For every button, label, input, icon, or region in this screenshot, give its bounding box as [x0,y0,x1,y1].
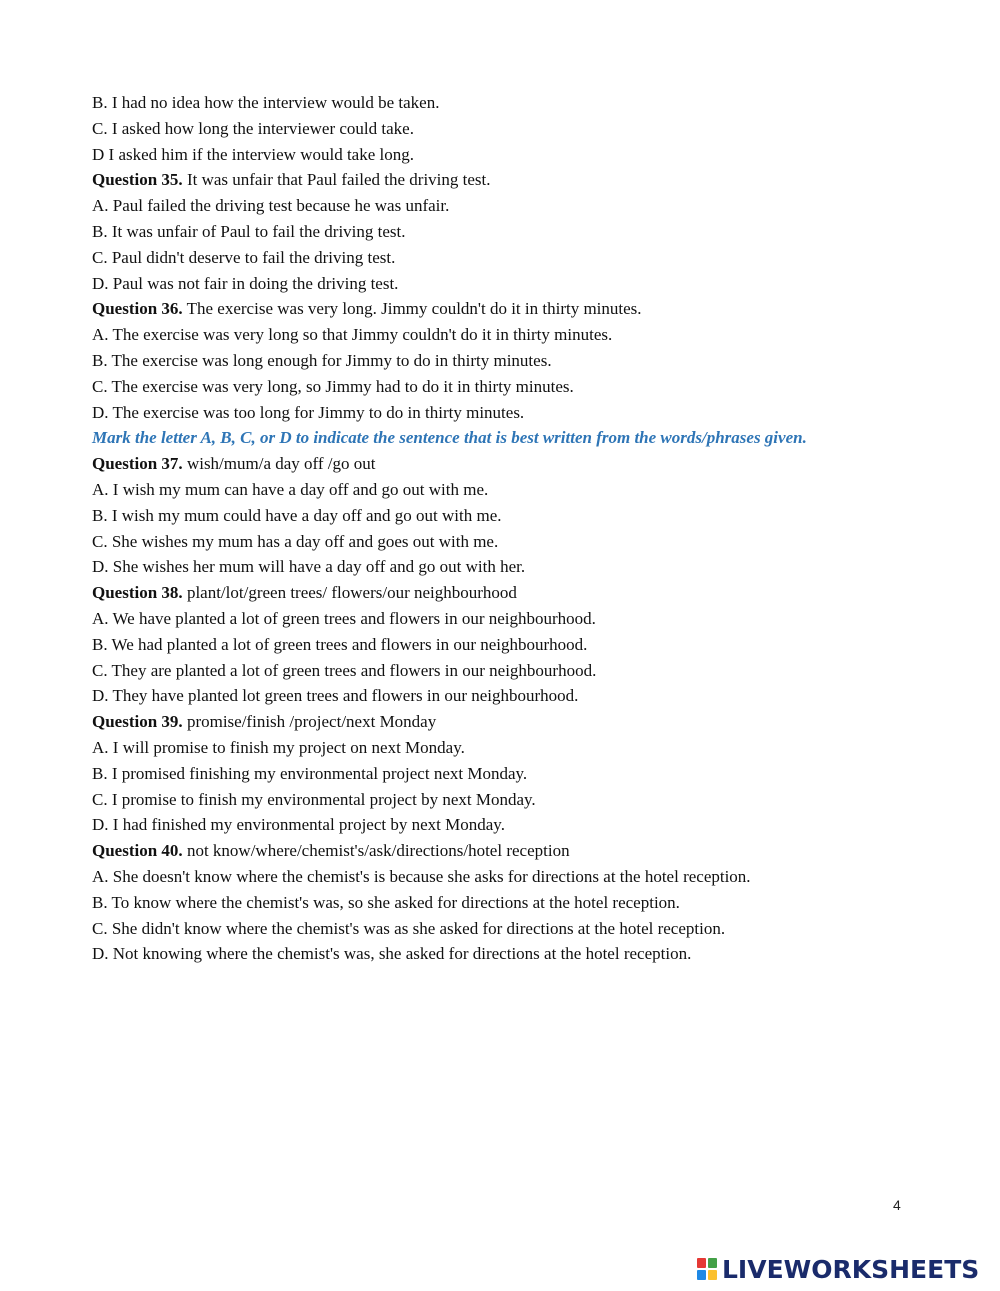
question-label: Question 37. [92,454,183,474]
logo-block-green [708,1258,717,1268]
text-line [92,658,904,684]
text-line [92,941,904,967]
text-line [92,451,904,477]
logo-block-yellow [708,1270,717,1280]
text-line [92,838,904,864]
text-line [92,787,904,813]
text-line [92,348,904,374]
line-text: The exercise was very long. Jimmy couldn't do it in thirty minutes. [182,299,642,319]
text-line [92,322,904,348]
text-line [92,116,904,142]
text-line [92,812,904,838]
logo-block-red [697,1258,706,1268]
text-line [92,554,904,580]
text-line [92,374,904,400]
text-line [92,864,904,890]
liveworksheets-logo[interactable] [697,1252,979,1286]
line-text: A. She doesn't know where the chemist's is because she asks for directions at the hotel reception. [92,866,751,886]
line-text: not know/where/chemist's/ask/directions/hotel reception [182,841,570,861]
line-text: B. It was unfair of Paul to fail the driving test. [92,221,406,241]
text-line [92,735,904,761]
text-line [92,709,904,735]
line-text: C. I asked how long the interviewer could take. [92,118,414,138]
logo-blocks-icon [697,1258,717,1280]
text-line [92,193,904,219]
question-label: Question 40. [92,841,183,861]
text-line [92,632,904,658]
line-text: D. I had finished my environmental project by next Monday. [92,815,505,835]
text-line [92,761,904,787]
line-text: A. The exercise was very long so that Jimmy couldn't do it in thirty minutes. [92,325,613,345]
line-text: B. The exercise was long enough for Jimmy to do in thirty minutes. [92,350,552,370]
text-line [92,916,904,942]
line-text: C. She didn't know where the chemist's was as she asked for directions at the hotel reception. [92,918,726,938]
worksheet-content [92,90,904,967]
text-line [92,245,904,271]
text-line [92,606,904,632]
text-line [92,580,904,606]
text-line [92,296,904,322]
line-text: D. Paul was not fair in doing the driving test. [92,273,399,293]
text-line [92,890,904,916]
question-block-bottom [92,451,904,967]
line-text: D. They have planted lot green trees and flowers in our neighbourhood. [92,686,579,706]
question-label: Question 39. [92,712,183,732]
text-line [92,142,904,168]
line-text: wish/mum/a day off /go out [182,454,376,474]
line-text: D. She wishes her mum will have a day off and go out with her. [92,557,526,577]
line-text: D. Not knowing where the chemist's was, she asked for directions at the hotel reception. [92,944,692,964]
line-text: A. I will promise to finish my project on next Monday. [92,737,465,757]
question-label: Question 35. [92,170,183,190]
text-line [92,167,904,193]
logo-block-blue [697,1270,706,1280]
line-text: C. Paul didn't deserve to fail the driving test. [92,247,396,267]
line-text: plant/lot/green trees/ flowers/our neighbourhood [182,583,517,603]
section-instruction: Mark the letter A, B, C, or D to indicate the sentence that is best written from the words/phrases given. [92,428,807,448]
question-block-top [92,90,904,425]
question-label: Question 38. [92,583,183,603]
text-line [92,683,904,709]
logo-text: LIVEWORKSHEETS [722,1254,980,1284]
text-line [92,219,904,245]
line-text: C. They are planted a lot of green trees and flowers in our neighbourhood. [92,660,597,680]
text-line [92,477,904,503]
line-text: It was unfair that Paul failed the driving test. [182,170,491,190]
line-text: A. We have planted a lot of green trees and flowers in our neighbourhood. [92,608,596,628]
text-line [92,400,904,426]
line-text: B. I had no idea how the interview would be taken. [92,93,440,112]
line-text: D I asked him if the interview would take long. [92,144,414,164]
text-line [92,503,904,529]
line-text: A. Paul failed the driving test because he was unfair. [92,196,450,216]
line-text: B. I wish my mum could have a day off and go out with me. [92,505,502,525]
text-line [92,529,904,555]
line-text: promise/finish /project/next Monday [182,712,437,732]
line-text: A. I wish my mum can have a day off and go out with me. [92,479,489,499]
text-line [92,90,904,116]
line-text: B. To know where the chemist's was, so she asked for directions at the hotel reception. [92,892,680,912]
question-label: Question 36. [92,299,183,319]
line-text: D. The exercise was too long for Jimmy to do in thirty minutes. [92,402,525,422]
line-text: C. She wishes my mum has a day off and goes out with me. [92,531,499,551]
line-text: C. The exercise was very long, so Jimmy had to do it in thirty minutes. [92,376,574,396]
line-text: B. We had planted a lot of green trees and flowers in our neighbourhood. [92,634,588,654]
page-number: 4 [893,1197,901,1213]
line-text: B. I promised finishing my environmental project next Monday. [92,763,528,783]
text-line [92,271,904,297]
line-text: C. I promise to finish my environmental project by next Monday. [92,789,536,809]
